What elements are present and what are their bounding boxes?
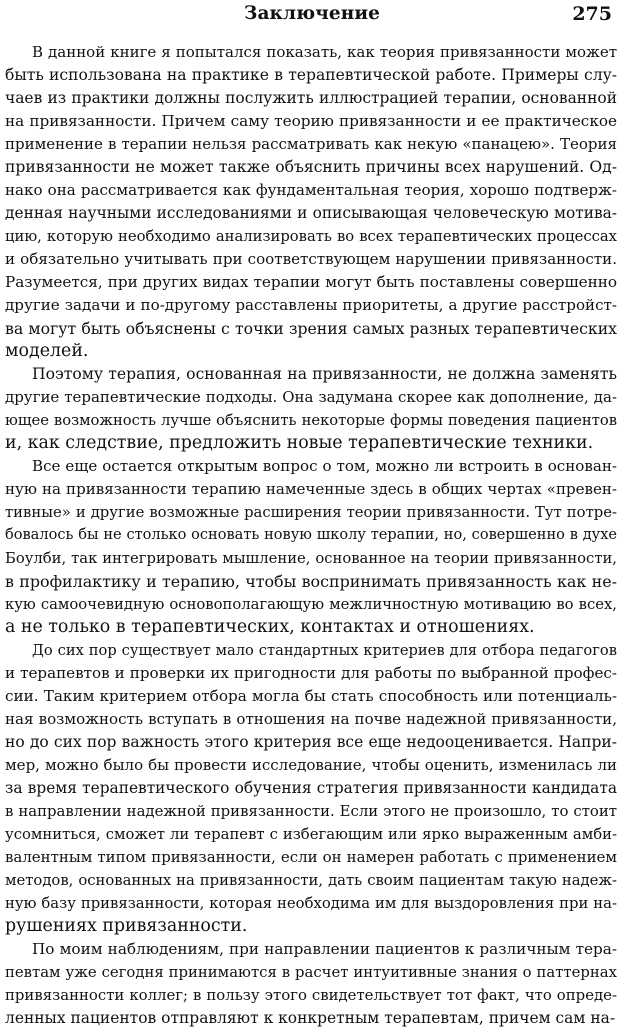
text-line: тивные» и другие возможные расширения теории привязанности. Тут потре- [5,504,617,521]
text-line: Боулби, так интегрировать мышление, основанное на теории привязанности, [5,550,617,567]
text-line: денная научными исследованиями и описывающая человеческую мотива- [5,204,617,222]
text-line: в профилактику и терапию, чтобы воспринимать привязанность как не- [5,572,617,591]
text-line: чаев из практики должны послужить иллюстрацией терапии, основанной [5,89,617,107]
text-line: ную на привязанности терапию намеченные здесь в общих чертах «превен- [5,480,617,498]
text-line: на привязанности. Причем саму теорию привязанности и ее практическое [5,112,617,130]
text-line: сии. Таким критерием отбора могла бы стать способность или потенциаль- [5,687,617,705]
text-line: привязанности коллег; в пользу этого свидетельствует тот факт, что опреде- [5,986,617,1004]
text-line: ленных пациентов отправляют к конкретным терапевтам, причем сам на- [5,1009,616,1027]
text-line: а не только в терапевтических, контактах и отношениях. [5,617,535,637]
text-line: певтам уже сегодня принимаются в расчет интуитивные знания о паттернах [5,964,617,981]
text-line: Поэтому терапия, основанная на привязанности, не должна заменять [32,365,617,383]
text-line: привязанности не может также объяснить причины всех нарушений. Од- [5,158,617,176]
paragraph [5,363,617,455]
text-line: и терапевтов и проверки их пригодности для работы по выбранной профес- [5,664,617,682]
text-line: быть использована на практике в терапевтической работе. Примеры слу- [5,66,617,84]
paragraph [5,938,617,1030]
paragraph [5,639,617,938]
text-line: другие задачи и по-другому расставлены приоритеты, а другие расстройст- [5,296,617,314]
text-line: кую самоочевидную основополагающую межличностную мотивацию во всех, [5,596,617,613]
text-line: мер, можно было бы провести исследование, чтобы оценить, изменилась ли [5,756,617,774]
text-line: ющее возможность лучше объяснить некоторые формы поведения пациентов [5,412,617,429]
text-line: В данной книге я попытался показать, как теория привязанности может [32,43,617,61]
text-line: и, как следствие, предложить новые терапевтические техники. [5,433,594,453]
text-line: Разумеется, при других видах терапии могут быть поставлены совершенно [5,273,617,291]
text-line: До сих пор существует мало стандартных критериев для отбора педагогов [32,642,617,659]
text-line: в направлении надежной привязанности. Если этого не произошло, то стоит [5,802,617,820]
text-line: цию, которую необходимо анализировать во всех терапевтических процессах [5,228,617,245]
text-line: но до сих пор важность этого критерия все еще недооценивается. Напри- [5,733,617,751]
text-line: валентным типом привязанности, если он намерен работать с применением [5,848,617,866]
page-header [0,0,620,30]
text-line: за время терапевтического обучения стратегия привязанности кандидата [5,779,617,797]
text-line: ная возможность вступать в отношения на почве надежной привязанности, [5,710,617,728]
running-title: Заключение [244,3,381,24]
text-line: По моим наблюдениям, при направлении пациентов к различным тера- [32,940,617,958]
text-line: применение в терапии нельзя рассматривать как некую «панацею». Теория [5,135,617,153]
text-line: ную базу привязанности, которая необходима им для выздоровления при на- [5,895,617,912]
text-line: ва могут быть объяснены с точки зрения самых разных терапевтических [5,319,617,338]
text-line: Все еще остается открытым вопрос о том, можно ли встроить в основан- [32,457,617,475]
text-line: бовалось бы не столько основать новую школу терапии, но, совершенно в духе [5,527,617,543]
text-line: и обязательно учитывать при соответствующем нарушении привязанности. [5,250,617,268]
text-line: методов, основанных на привязанности, дать своим пациентам такую надеж- [5,872,617,889]
paragraph [5,455,617,639]
page-number: 275 [572,3,612,25]
text-line: нако она рассматривается как фундаментальная теория, хорошо подтверж- [5,181,617,199]
body-text [5,41,617,1030]
paragraph [5,41,617,363]
text-line: моделей. [5,341,89,361]
text-line: усомниться, сможет ли терапевт с избегающим или ярко выраженным амби- [5,826,617,843]
text-line: другие терапевтические подходы. Она задумана скорее как дополнение, да- [5,388,617,406]
text-line: рушениях привязанности. [5,916,248,936]
